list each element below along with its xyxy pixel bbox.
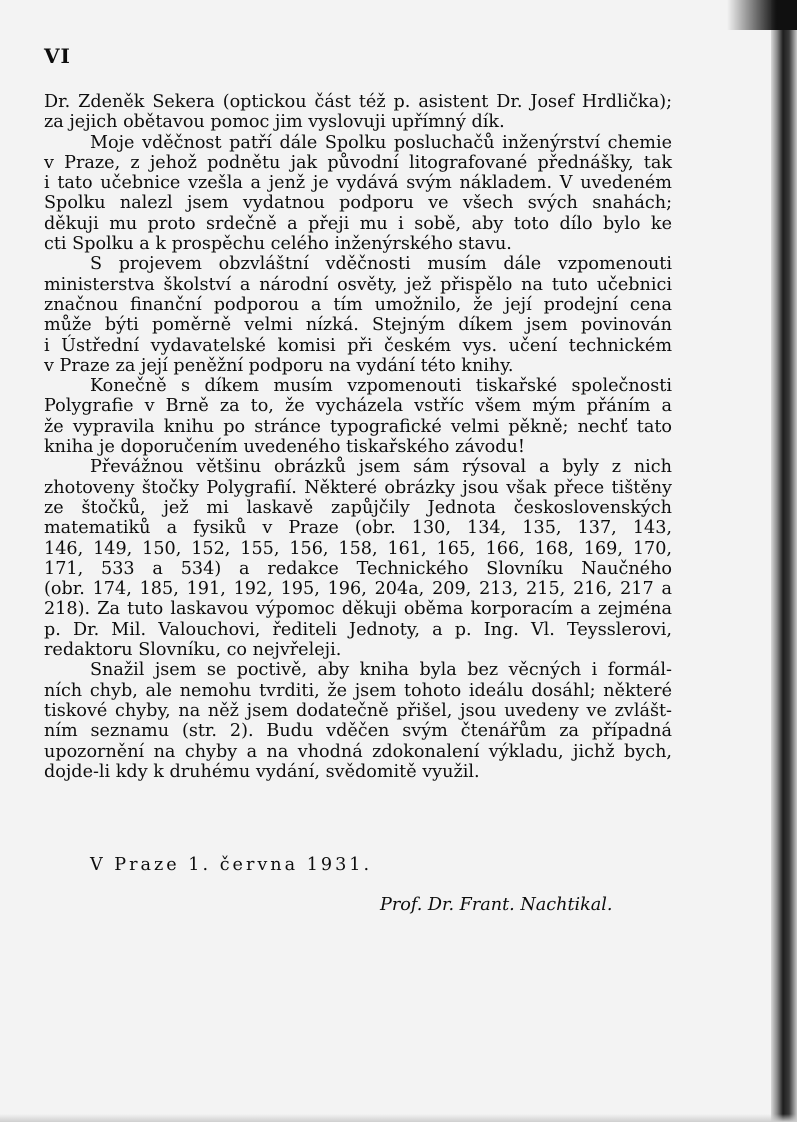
text-line: Snažil jsem se poctivě, aby kniha byla bez věcných i formál- bbox=[90, 660, 672, 681]
text-line: že vypravila knihu po stránce typografické velmi pěkně; nechť tato bbox=[44, 416, 672, 437]
page-binding-edge bbox=[771, 0, 797, 1122]
author-signature: Prof. Dr. Frant. Nachtikal. bbox=[380, 895, 613, 915]
preface-body-text bbox=[44, 92, 672, 782]
text-line: cti Spolku a k prospěchu celého inženýrského stavu. bbox=[44, 234, 512, 255]
text-line: v Praze, z jehož podnětu jak původní litografované přednášky, tak bbox=[44, 152, 672, 173]
text-line: matematiků a fysiků v Praze (obr. 130, 134, 135, 137, 143, bbox=[44, 518, 672, 539]
text-line: i Ústřední vydavatelské komisi při českém vys. učení technickém bbox=[44, 335, 672, 356]
text-line: v Praze za její peněžní podporu na vydání této knihy. bbox=[44, 355, 514, 376]
page-bottom-shadow bbox=[0, 1114, 797, 1122]
text-line: (obr. 174, 185, 191, 192, 195, 196, 204a, 209, 213, 215, 216, 217 a bbox=[44, 579, 672, 600]
text-line: 218). Za tuto laskavou výpomoc děkuji oběma korporacím a zejména bbox=[44, 599, 672, 620]
text-line: může býti poměrně velmi nízká. Stejným díkem jsem povinován bbox=[44, 315, 672, 336]
text-line: 146, 149, 150, 152, 155, 156, 158, 161, 165, 166, 168, 169, 170, bbox=[44, 538, 672, 559]
page-number: VI bbox=[44, 44, 71, 68]
page-corner-shadow bbox=[727, 0, 797, 30]
date-line bbox=[90, 855, 372, 875]
date-line-text: V Praze 1. června 1931. bbox=[90, 855, 373, 875]
text-line: p. Dr. Mil. Valouchovi, řediteli Jednoty, a p. Ing. Vl. Teysslerovi, bbox=[44, 619, 672, 640]
text-line: Polygrafie v Brně za to, že vycházela vstříc všem mým přáním a bbox=[44, 396, 672, 417]
text-line: děkuji mu proto srdečně a přeji mu i sobě, aby toto dílo bylo ke bbox=[44, 213, 672, 234]
text-line: ním seznamu (str. 2). Budu vděčen svým čtenářům za případná bbox=[44, 721, 672, 742]
text-line: značnou finanční podporou a tím umožnilo, že její prodejní cena bbox=[44, 294, 672, 315]
text-line: ministerstva školství a národní osvěty, jež přispělo na tuto učebnici bbox=[44, 274, 672, 295]
text-line: Moje vděčnost patří dále Spolku posluchačů inženýrství chemie bbox=[90, 132, 672, 153]
text-line: redaktoru Slovníku, co nejvřeleji. bbox=[44, 640, 342, 661]
text-line: 171, 533 a 534) a redakce Technického Slovníku Naučného bbox=[44, 558, 672, 579]
text-line: tiskové chyby, na něž jsem dodatečně přišel, jsou uvedeny ve zvlášt- bbox=[44, 700, 672, 721]
text-line: za jejich obětavou pomoc jim vyslovuji upřímný dík. bbox=[44, 112, 505, 133]
text-line: ze štočků, jež mi laskavě zapůjčily Jednota československých bbox=[44, 497, 672, 518]
text-line: Spolku nalezl jsem vydatnou podporu ve všech svých snahách; bbox=[44, 193, 672, 214]
text-line: Dr. Zdeněk Sekera (optickou část též p. asistent Dr. Josef Hrdlička); bbox=[44, 92, 672, 112]
text-line: zhotoveny štočky Polygrafií. Některé obrázky jsou však přece tištěny bbox=[44, 477, 672, 498]
text-line: Konečně s díkem musím vzpomenouti tiskařské společnosti bbox=[90, 376, 672, 397]
text-line: ních chyb, ale nemohu tvrditi, že jsem tohoto ideálu dosáhl; některé bbox=[44, 680, 672, 701]
text-line: i tato učebnice vzešla a jenž je vydává svým nákladem. V uvedeném bbox=[44, 173, 672, 194]
text-line: S projevem obzvláštní vděčnosti musím dále vzpomenouti bbox=[90, 254, 672, 275]
text-line: Převážnou většinu obrázků jsem sám rýsoval a byly z nich bbox=[90, 457, 672, 478]
text-line: upozornění na chyby a na vhodná zdokonalení výkladu, jichž bych, bbox=[44, 741, 672, 762]
text-line: kniha je doporučením uvedeného tiskařského závodu! bbox=[44, 437, 525, 458]
text-line: dojde-li kdy k druhému vydání, svědomitě využil. bbox=[44, 761, 480, 782]
